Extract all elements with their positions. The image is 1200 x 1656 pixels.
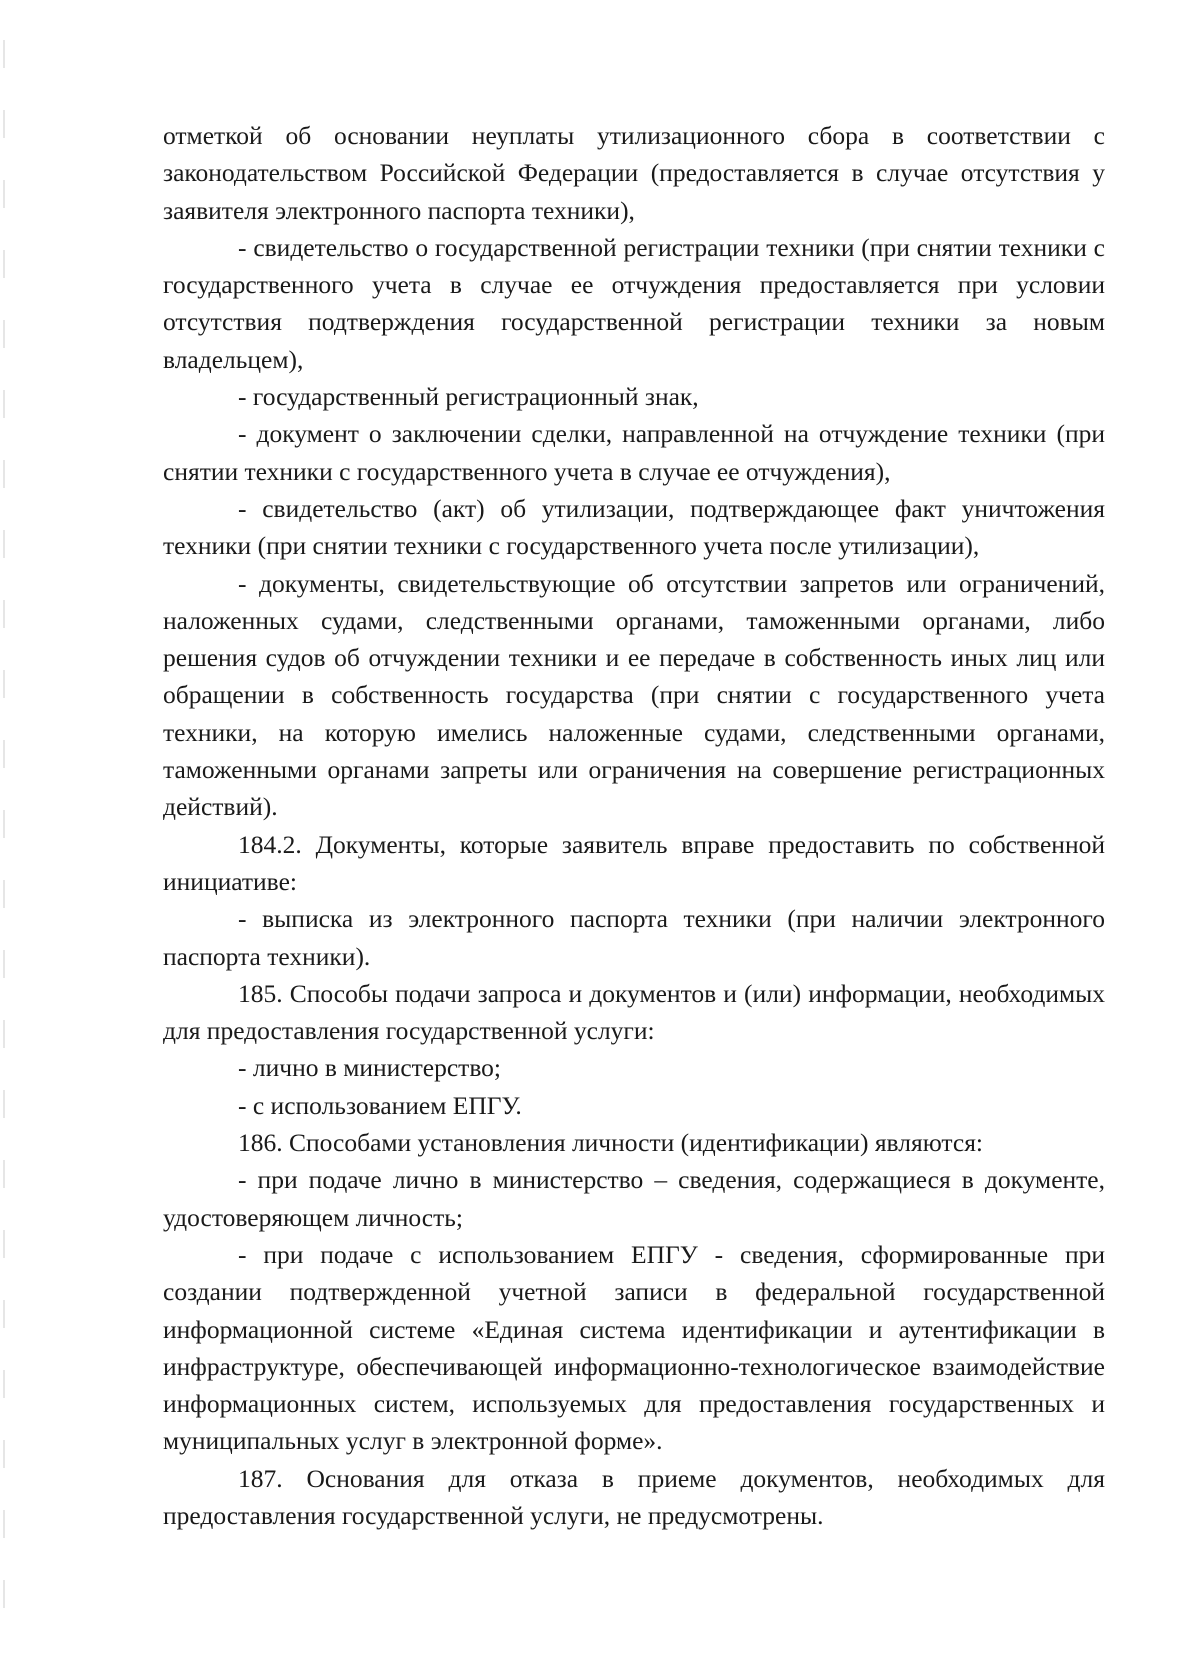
list-item-identification-in-person: - при подаче лично в министерство – сведения, содержащиеся в документе, удостоверяющем личность; [163, 1165, 1105, 1232]
section-184-2: 184.2. Документы, которые заявитель вправе предоставить по собственной инициативе: [163, 829, 1105, 896]
list-item-passport-extract: - выписка из электронного паспорта техники (при наличии электронного паспорта техники). [163, 904, 1105, 971]
list-item-registration-certificate: - свидетельство о государственной регистрации техники (при снятии техники с государственного учета в случае ее отчуждения предоставляется при условии отсутствия подтверждения государственной регистрации техники за новым владельцем), [163, 232, 1105, 374]
list-item-deal-document: - документ о заключении сделки, направленной на отчуждение техники (при снятии техники с государственного учета в случае ее отчуждения), [163, 419, 1105, 486]
section-185: 185. Способы подачи запроса и документов и (или) информации, необходимых для предоставления государственной услуги: [163, 978, 1105, 1046]
scan-edge-artifact [3, 40, 5, 1620]
list-item-disposal-certificate: - свидетельство (акт) об утилизации, подтверждающее факт уничтожения техники (при снятии техники с государственного учета после утилизации), [163, 493, 1105, 561]
section-187: 187. Основания для отказа в приеме документов, необходимых для предоставления государственной услуги, не предусмотрены. [163, 1463, 1105, 1530]
section-186: 186. Способами установления личности (идентификации) являются: [238, 1128, 984, 1158]
list-item-registration-plate: - государственный регистрационный знак, [238, 382, 699, 412]
list-item-restrictions-documents: - документы, свидетельствующие об отсутствии запретов или ограничений, наложенных судами, следственными органами, таможенными органами, либо решения судов об отчуждении техники и ее передаче в собственность иных лиц или обращении в собственность государства (при снятии с государственного учета техники, на которую имелись наложенные судами, следственными органами, таможенными органами запреты или ограничения на совершение регистрационных действий). [163, 568, 1105, 822]
paragraph-continuation: отметкой об основании неуплаты утилизационного сбора в соответствии с законодательством Российской Федерации (предоставляется в случае отсутствия у заявителя электронного паспорта техники), [163, 121, 1105, 225]
list-item-identification-epgu: - при подаче с использованием ЕПГУ - сведения, сформированные при создании подтвержденной учетной записи в федеральной государственной информационной системе «Единая система идентификации и аутентификации в инфраструктуре, обеспечивающей информационно-технологическое взаимодействие информационных систем, используемых для предоставления государственных и муниципальных услуг в электронной форме». [163, 1239, 1105, 1456]
list-item-epgu: - с использованием ЕПГУ. [238, 1090, 522, 1120]
list-item-in-person: - лично в министерство; [238, 1053, 502, 1083]
document-body [163, 117, 1105, 1534]
